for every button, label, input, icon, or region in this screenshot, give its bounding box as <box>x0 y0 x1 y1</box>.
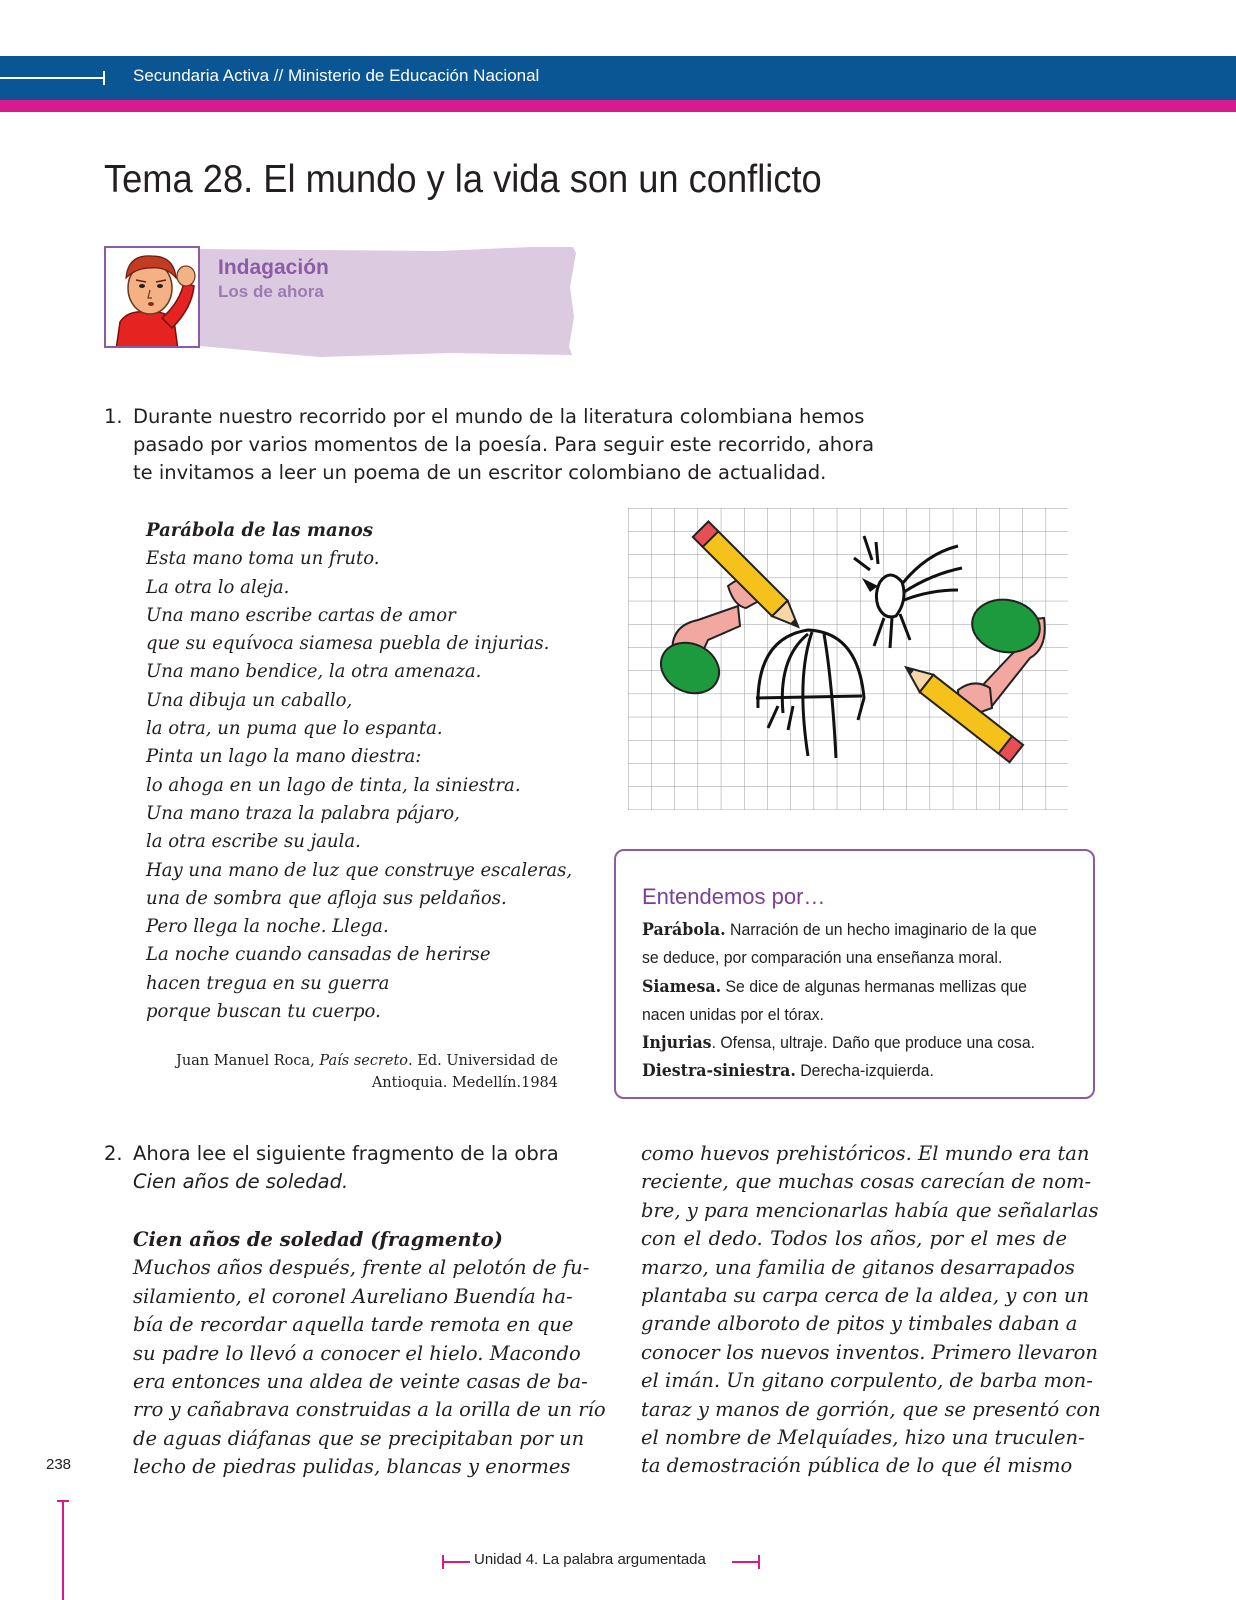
fragment-line: grande alboroto de pitos y timbales daban a <box>641 1312 1078 1336</box>
fragment-line: el nombre de Melquíades, hizo una truculen- <box>641 1426 1085 1450</box>
fragment-line: su padre lo llevó a conocer el hielo. Macondo <box>133 1341 581 1365</box>
definitions-list <box>642 916 1066 1086</box>
definition-line <box>642 1001 1037 1029</box>
margin-rule <box>62 1500 64 1600</box>
poem-line: hacen tregua en su guerra <box>146 971 390 994</box>
poem-line: porque buscan tu cuerpo. <box>146 1000 381 1023</box>
definition-line <box>642 1029 1037 1057</box>
poem-credit-author: Juan Manuel Roca, <box>176 1053 315 1069</box>
poem-credit-book: País secreto <box>319 1053 409 1069</box>
question-1-number: 1. <box>104 405 123 428</box>
poem-credit-line-1 <box>150 1050 558 1072</box>
fragment-line: marzo, una familia de gitanos desarrapados <box>641 1255 1075 1279</box>
poem-line: Una mano traza la palabra pájaro, <box>146 801 460 824</box>
poem-line: La noche cuando cansadas de herirse <box>146 943 491 966</box>
fragment-line: con el dedo. Todos los años, por el mes de <box>641 1227 1067 1251</box>
footer-rule-left <box>442 1561 470 1563</box>
fragment-line: rro y cañabrava construidas a la orilla de un río <box>133 1398 606 1422</box>
poem-line: Esta mano toma un fruto. <box>146 547 380 570</box>
fragment-title: Cien años de soledad (fragmento) <box>133 1228 503 1251</box>
footer-unit-title: La palabra argumentada <box>538 1551 706 1568</box>
poem-line: una de sombra que afloja sus peldaños. <box>146 886 507 909</box>
page-title: Tema 28. El mundo y la vida son un conflicto <box>104 158 822 201</box>
fragment-line: reciente, que muchas cosas carecían de nom- <box>641 1170 1092 1194</box>
poem-line: Una mano bendice, la otra amenaza. <box>146 660 482 683</box>
poem-line: lo ahoga en un lago de tinta, la siniestra. <box>146 773 521 796</box>
poem-line: Hay una mano de luz que construye escaleras, <box>146 858 573 881</box>
header-rule <box>0 77 104 79</box>
poem-credit-rest: . Ed. Universidad de <box>408 1053 558 1069</box>
question-1-line: te invitamos a leer un poema de un escritor colombiano de actualidad. <box>133 461 827 484</box>
definitions-title: Entendemos por… <box>642 884 826 909</box>
fragment-line: taraz y manos de gorrión, que se presentó con <box>641 1397 1101 1421</box>
fragment-column-right <box>641 1140 1101 1481</box>
definition-term: Parábola. <box>642 920 726 940</box>
header-accent-stripe <box>0 100 1236 112</box>
definition-line <box>642 944 1037 972</box>
question-2-line: Ahora lee el siguiente fragmento de la obra <box>133 1142 559 1165</box>
fragment-column-left <box>133 1226 606 1482</box>
poem-line: Una mano escribe cartas de amor <box>146 603 456 626</box>
poem-credit <box>150 1050 558 1094</box>
poem-credit-line-2: Antioquia. Medellín.1984 <box>371 1075 558 1091</box>
fragment-line: lecho de piedras pulidas, blancas y enormes <box>133 1455 571 1479</box>
poem-line: la otra escribe su jaula. <box>146 830 361 853</box>
definition-text: Se dice de algunas hermanas mellizas que <box>721 976 1027 996</box>
thinking-boy-icon <box>104 246 200 348</box>
poem-line: Pinta un lago la mano diestra: <box>146 745 422 768</box>
fragment-line: conocer los nuevos inventos. Primero llevaron <box>641 1340 1098 1364</box>
poem-line: la otra, un puma que lo espanta. <box>146 717 443 740</box>
definition-line <box>642 973 1037 1001</box>
poem-line: Pero llega la noche. Llega. <box>146 915 389 938</box>
fragment-line: Muchos años después, frente al pelotón de fu- <box>133 1256 590 1280</box>
poem <box>146 516 595 1025</box>
question-1-text <box>133 403 873 487</box>
definition-text: Narración de un hecho imaginario de la que <box>725 920 1037 939</box>
fragment-line: bre, y para mencionarlas había que señalarlas <box>641 1198 1099 1222</box>
fragment-line: de aguas diáfanas que se precipitaban por un <box>133 1426 585 1450</box>
question-1-line: pasado por varios momentos de la poesía. Para seguir este recorrido, ahora <box>133 433 875 456</box>
definition-text: Derecha-izquierda. <box>795 1061 934 1081</box>
question-2-book-title: Cien años de soledad. <box>133 1170 349 1193</box>
hands-drawing-bird-and-cage-icon <box>628 508 1068 810</box>
poem-line: que su equívoca siamesa puebla de injurias. <box>146 632 550 655</box>
question-1-line: Durante nuestro recorrido por el mundo de la literatura colombiana hemos <box>133 405 865 428</box>
question-2-number: 2. <box>104 1142 123 1165</box>
series-label: Secundaria Activa // Ministerio de Educación Nacional <box>133 66 540 85</box>
definition-text: nacen unidas por el tórax. <box>642 1004 824 1024</box>
footer-rule-tick <box>758 1555 760 1569</box>
definition-text: se deduce, por comparación una enseñanza moral. <box>642 948 1003 968</box>
fragment-line: silamiento, el coronel Aureliano Buendía ha- <box>133 1284 573 1308</box>
footer-unit-label: Unidad 4. <box>474 1551 539 1568</box>
footer-unit <box>474 1551 706 1568</box>
fragment-line: ta demostración pública de lo que él mismo <box>641 1454 1073 1478</box>
fragment-line: el imán. Un gitano corpulento, de barba mon- <box>641 1369 1093 1393</box>
question-2-text <box>133 1140 559 1196</box>
fragment-line: era entonces una aldea de veinte casas de ba- <box>133 1370 588 1394</box>
indagacion-title: Indagación <box>218 256 329 279</box>
definition-term: Siamesa. <box>642 976 722 997</box>
page-number: 238 <box>46 1456 72 1473</box>
definition-line <box>642 916 1037 944</box>
definition-term: Diestra-siniestra. <box>642 1061 796 1082</box>
poem-title: Parábola de las manos <box>146 519 374 541</box>
fragment-line: como huevos prehistóricos. El mundo era tan <box>641 1142 1090 1165</box>
header-rule-tick <box>103 71 105 85</box>
fragment-line: bía de recordar aquella tarde remota en que <box>133 1313 574 1337</box>
poem-line: Una dibuja un caballo, <box>146 688 353 711</box>
footer-rule-right <box>732 1561 760 1563</box>
definition-term: Injurias <box>642 1033 712 1054</box>
definition-text: . Ofensa, ultraje. Daño que produce una cosa. <box>711 1033 1036 1053</box>
definition-line <box>642 1057 1037 1085</box>
poem-line: La otra lo aleja. <box>146 575 290 598</box>
indagacion-subtitle: Los de ahora <box>218 282 324 301</box>
fragment-line: plantaba su carpa cerca de la aldea, y con un <box>641 1284 1090 1308</box>
